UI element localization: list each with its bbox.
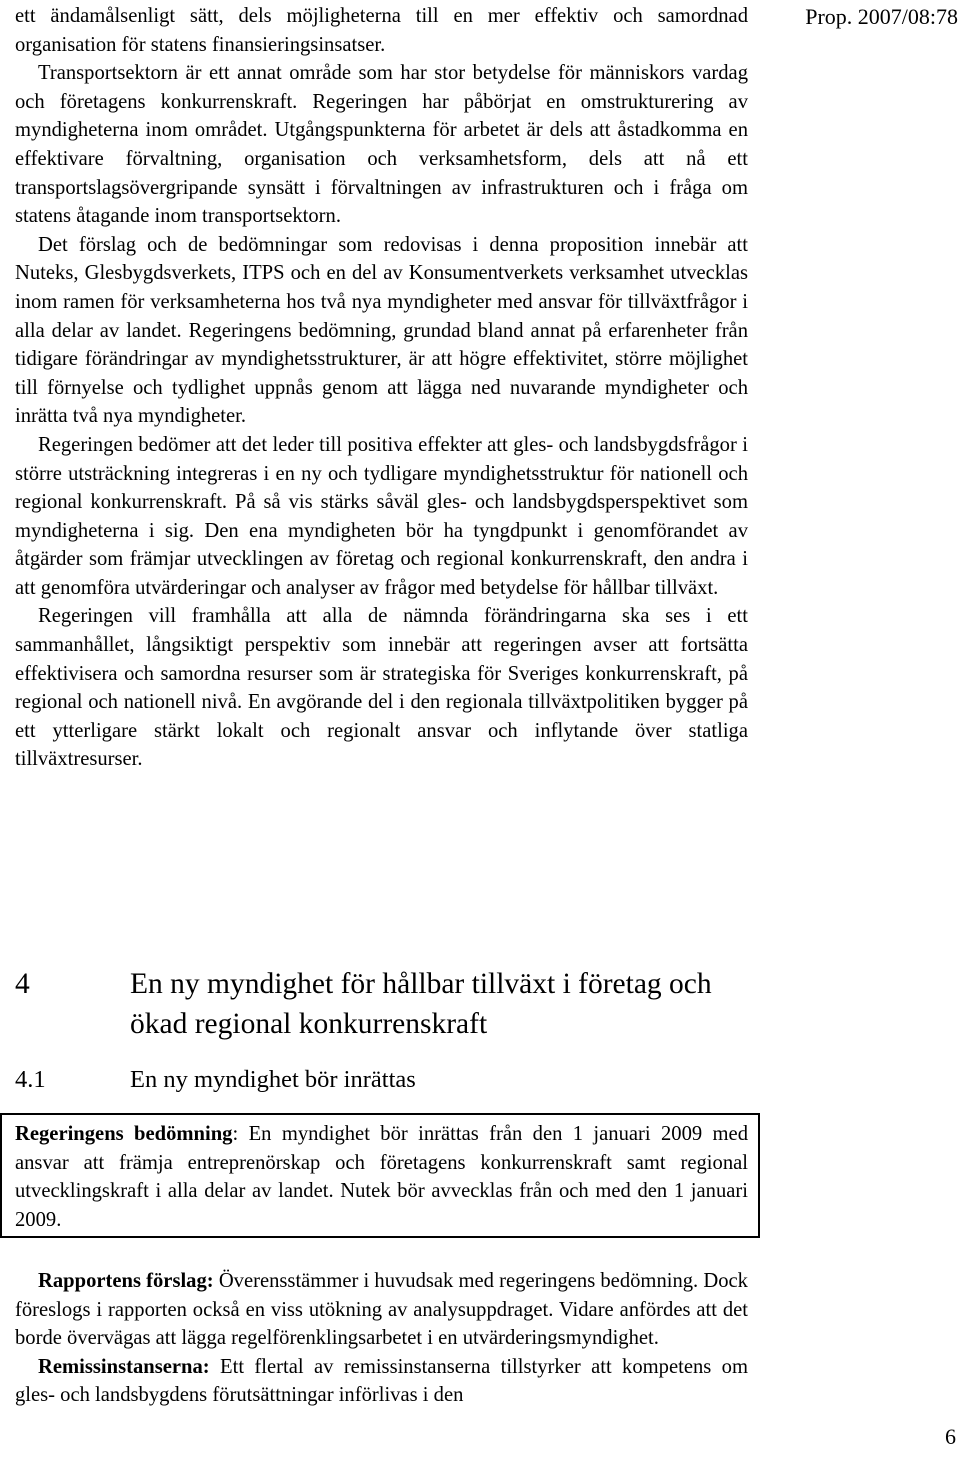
assessment-text: : En myndighet bör inrättas från den 1 januari 2009 med ansvar att främja entreprenörskap och företagens konkurrenskraft samt regional utvecklingskraft i alla delar av landet. Nutek bör avvecklas från och med den 1 januari 2009. (15, 1123, 748, 1231)
section-title: En ny myndighet för hållbar tillväxt i företag och ökad regional konkurrenskraft (130, 968, 712, 1040)
paragraph-3: Det förslag och de bedömningar som redovisas i denna proposition innebär att Nuteks, Glesbygdsverkets, ITPS och en del av Konsumentverkets verksamhet utvecklas inom ramen för verksamheterna hos två nya myndigheter med ansvar för tillväxtfrågor i alla delar av landet. Regeringens bedömning, grundad bland annat på erfarenheter från tidigare förändringar av myndighetsstrukturer, är att högre effektivitet, större möjlighet till förnyelse och tydlighet uppnås genom att lägga ned nuvarande myndigheter och inrätta två nya myndigheter. (15, 233, 748, 428)
section-heading (15, 964, 755, 1044)
page-number: 6 (945, 1424, 956, 1449)
report-proposal-paragraph (15, 1267, 748, 1353)
subsection-number: 4.1 (15, 1066, 46, 1093)
report-proposal-text: Överensstämmer i huvudsak med regeringens bedömning. Dock föreslogs i rapporten också en viss utökning av analysuppdraget. Vidare anfördes att det borde övervägas att lägga regelförenklingsarbetet i en utvärderingsmyndighet. (15, 1270, 748, 1350)
subsection-heading (15, 1064, 416, 1096)
paragraph-5: Regeringen vill framhålla att alla de nämnda förändringarna ska ses i ett sammanhållet, långsiktigt perspektiv som innebär att regeringen avser att fortsätta effektivisera och samordna resurser som är strategiska för Sveriges konkurrenskraft, på regional och nationell nivå. En avgörande del i den regionala tillväxtpolitiken bygger på ett ytterligare stärkt lokalt och regionalt ansvar och inflytande över statliga tillväxtresurser. (15, 605, 748, 771)
section-number: 4 (15, 968, 30, 1000)
paragraph-1: ett ändamålsenligt sätt, dels möjligheterna till en mer effektiv och samordnad organisation för statens finansieringsinsatser. (15, 5, 748, 56)
lower-text (15, 1267, 748, 1410)
consultation-label: Remissinstanserna: (38, 1355, 210, 1378)
report-proposal-label: Rapportens förslag: (38, 1270, 214, 1292)
paragraph-4: Regeringen bedömer att det leder till positiva effekter att gles- och landsbygdsfrågor i större utsträckning integreras i en ny och tydligare myndighetsstruktur för nationell och regional konkurrenskraft. På så vis stärks såväl gles- och landsbygdsperspektivet som myndigheterna i sig. Den ena myndigheten bör ha tyngdpunkt i genomförandet av åtgärder som främjar utvecklingen av företag och regional konkurrenskraft, den andra i att genomföra utvärderingar och analyser av frågor med betydelse för hållbar tillväxt. (15, 433, 748, 599)
paragraph-2: Transportsektorn är ett annat område som har stor betydelse för människors vardag och företagens konkurrenskraft. Regeringen har påbörjat en omstrukturering av myndigheterna inom området. Utgångspunkterna för arbetet är dels att åstadkomma en effektivare förvaltning, organisation och verksamhetsform, dels att nå ett transportslagsövergripande synsätt i förvaltningen av infrastrukturen och i fråga om statens åtagande inom transportsektorn. (15, 62, 748, 228)
assessment-box (15, 1120, 748, 1234)
subsection-title: En ny myndighet bör inrättas (130, 1066, 416, 1093)
proposition-reference: Prop. 2007/08:78 (805, 4, 958, 29)
consultation-paragraph (15, 1353, 748, 1410)
assessment-label: Regeringens bedömning (15, 1123, 233, 1145)
consultation-text: Ett flertal av remissinstanserna tillstyrker att kompetens om gles- och landsbygdens förutsättningar införlivas i den (15, 1355, 748, 1407)
body-text (15, 2, 748, 774)
